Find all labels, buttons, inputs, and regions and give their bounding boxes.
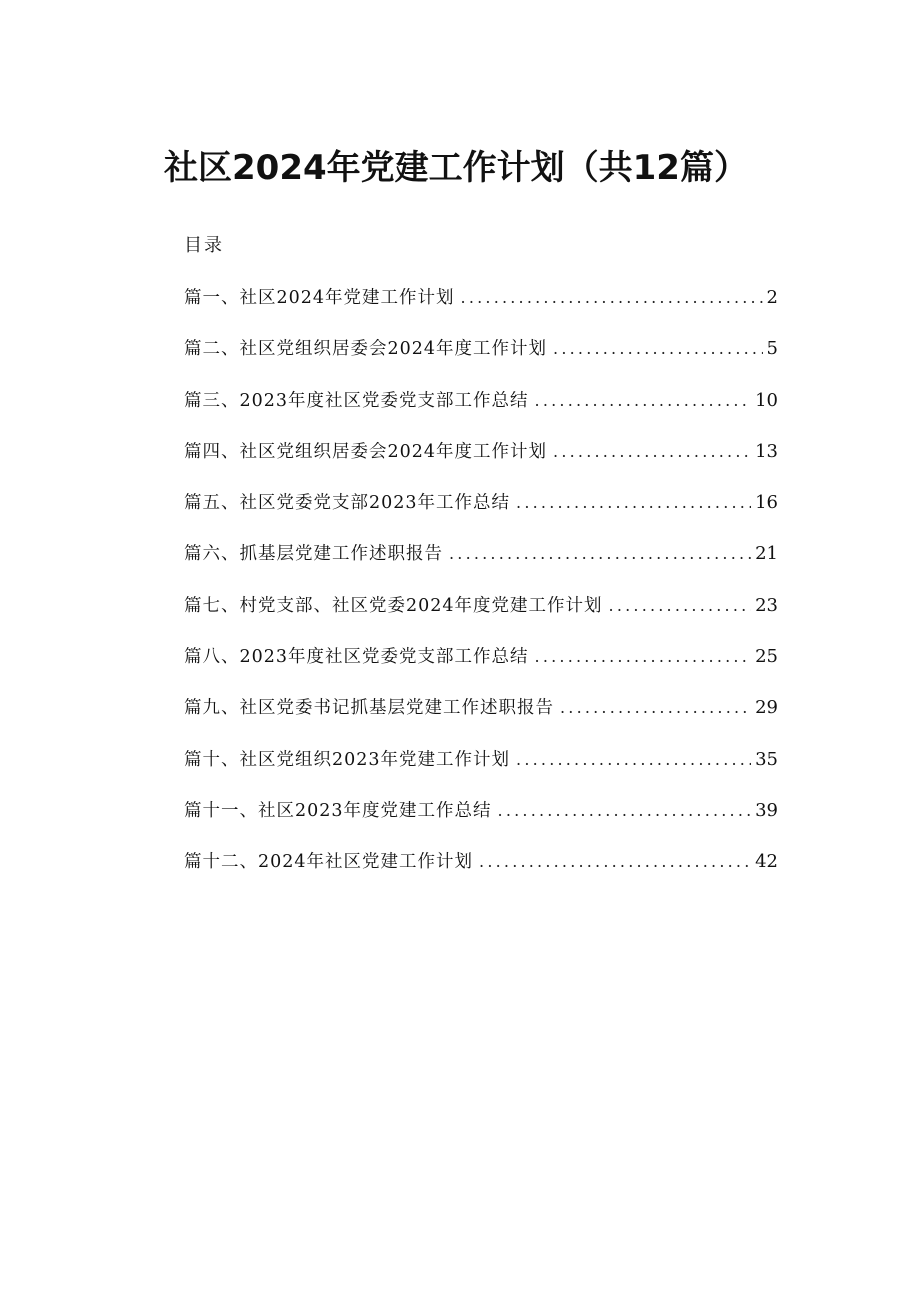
toc-entry-title: 篇十、社区党组织2023年党建工作计划 [184,749,511,770]
toc-heading: 目录 [184,235,224,256]
toc-entry-title: 篇四、社区党组织居委会2024年度工作计划 [184,441,548,462]
toc-entry-page: 42 [755,851,778,873]
toc-entry[interactable] [184,848,778,899]
toc-entry-page: 5 [766,338,778,360]
toc-dot-leader [498,797,752,825]
toc-entry-title: 篇一、社区2024年党建工作计划 [184,288,455,308]
toc-entry[interactable] [184,438,778,489]
toc-entry-page: 2 [766,287,778,308]
toc-entry-page: 21 [755,543,778,565]
toc-entry-page: 13 [755,440,778,462]
toc-dot-leader [516,746,751,774]
toc-entry[interactable] [184,694,778,745]
toc-dot-leader [609,592,752,620]
toc-entry-page: 25 [755,646,778,668]
toc-entry-title: 篇七、村党支部、社区党委2024年度党建工作计划 [184,595,603,616]
toc-entry-page: 23 [755,594,778,616]
toc-entry[interactable] [184,746,778,797]
toc-entry[interactable] [184,643,778,694]
toc-dot-leader [479,848,751,876]
toc-dot-leader [560,694,751,722]
toc-entry-title: 篇五、社区党委党支部2023年工作总结 [184,493,511,514]
toc-entry[interactable] [184,387,778,438]
toc-entry-title: 篇八、2023年度社区党委党支部工作总结 [184,647,529,668]
toc-dot-leader [553,335,763,363]
toc-entry-page: 16 [755,492,778,514]
toc-dot-leader [535,643,752,671]
toc-entry[interactable] [184,592,778,643]
toc-entry[interactable] [184,540,778,591]
toc-entry-title: 篇九、社区党委书记抓基层党建工作述职报告 [184,698,554,719]
toc-entry-page: 10 [755,389,778,411]
toc-entry[interactable] [184,489,778,540]
toc-dot-leader [449,540,751,568]
toc-dot-leader [553,438,751,466]
toc-entry-title: 篇十一、社区2023年度党建工作总结 [184,800,492,821]
toc-entry-title: 篇十二、2024年社区党建工作计划 [184,852,474,873]
toc-entry-page: 35 [755,748,778,770]
toc-entry-page: 39 [755,799,778,821]
toc-dot-leader [535,387,752,415]
toc-dot-leader [516,489,751,517]
toc-entry-title: 篇三、2023年度社区党委党支部工作总结 [184,390,529,411]
toc-entry[interactable] [184,284,778,335]
document-title: 社区2024年党建工作计划（共12篇） [164,148,748,188]
toc-dot-leader [461,284,763,312]
toc-entry-title: 篇二、社区党组织居委会2024年度工作计划 [184,339,548,360]
toc-entry[interactable] [184,335,778,386]
toc-entry[interactable] [184,797,778,848]
toc-entry-title: 篇六、抓基层党建工作述职报告 [184,544,443,565]
table-of-contents [184,284,778,900]
toc-entry-page: 29 [755,697,778,719]
